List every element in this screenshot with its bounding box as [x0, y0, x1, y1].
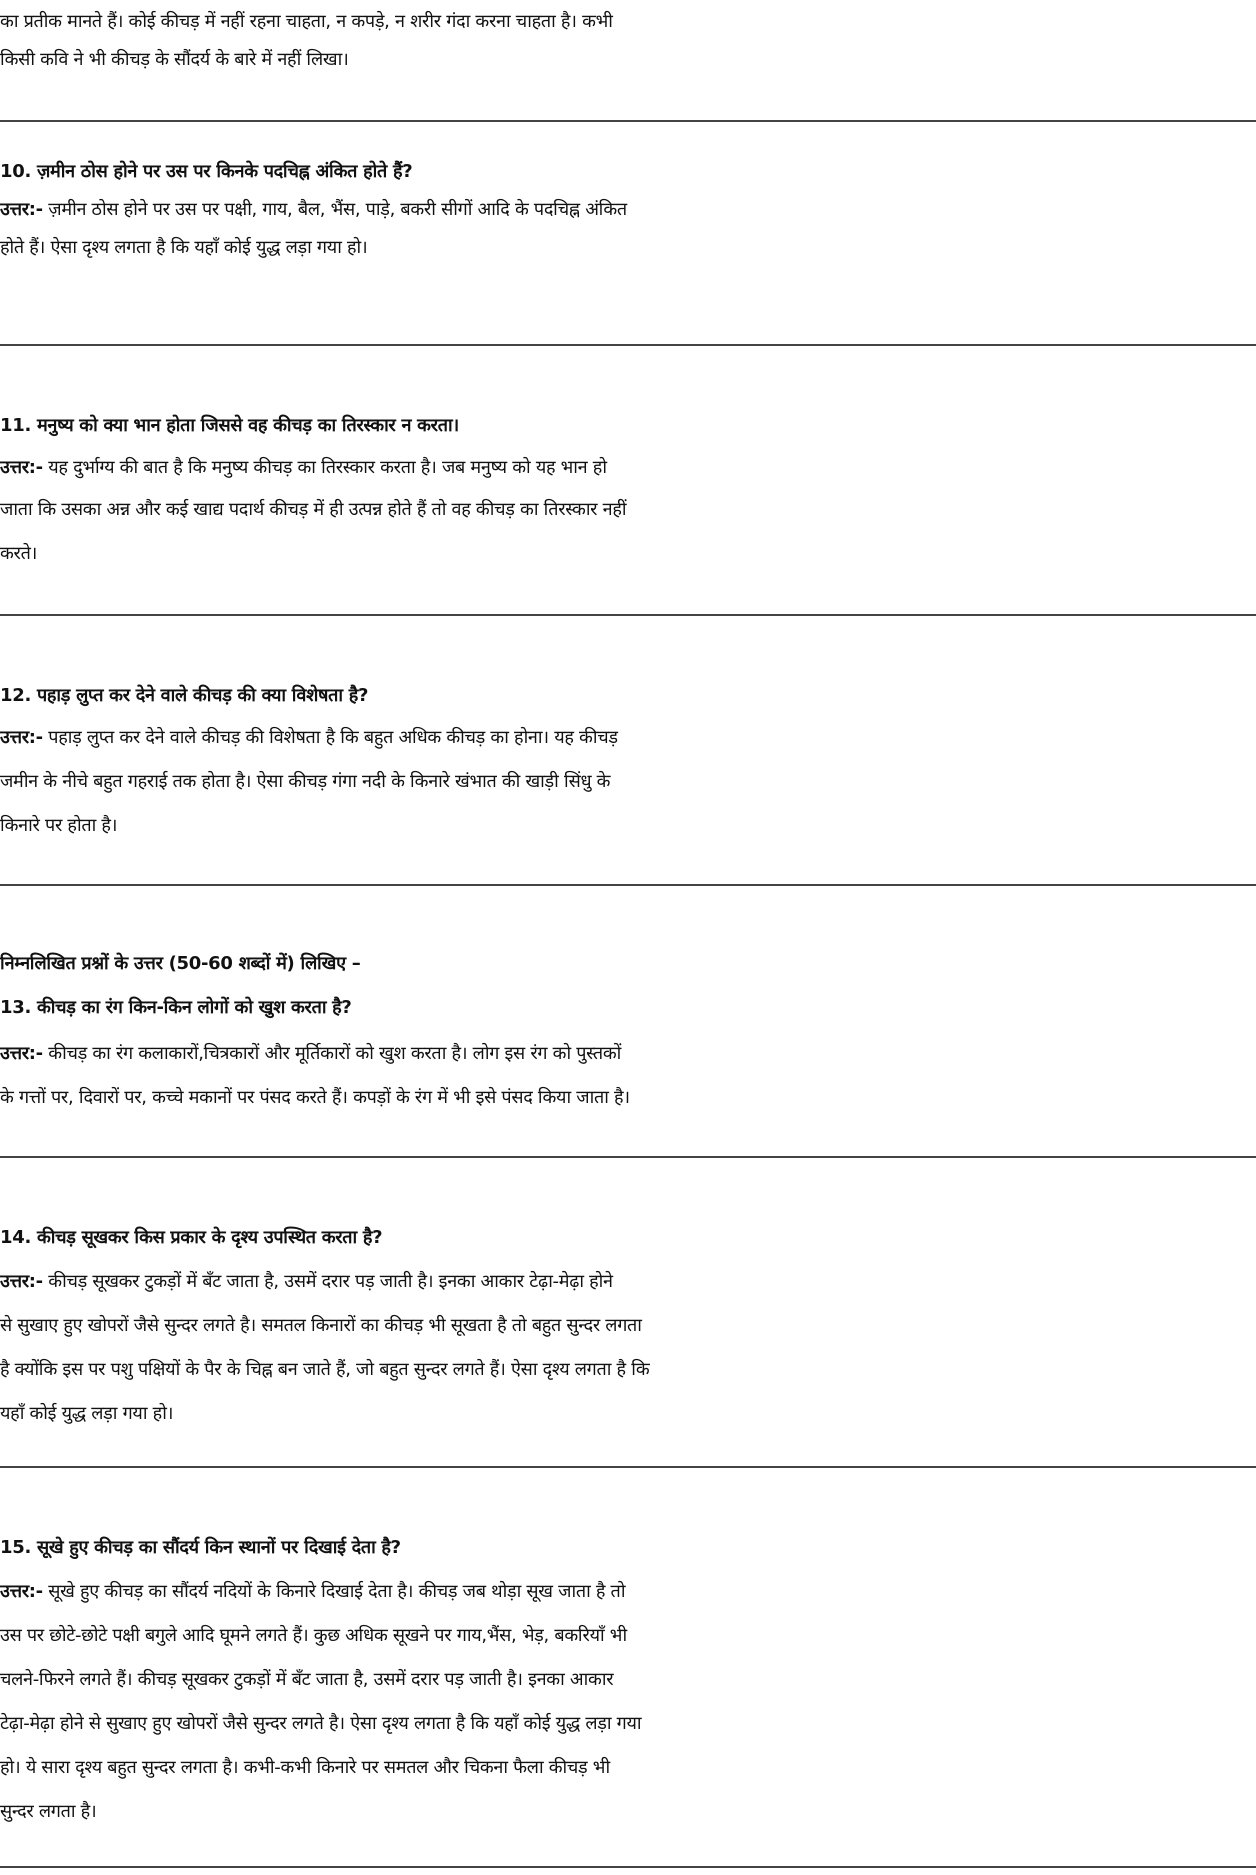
- answer-line: चलने-फिरने लगते हैं। कीचड़ सूखकर टुकड़ों में बँट जाता है, उसमें दरार पड़ जाती है। इनका आकार: [0, 1669, 614, 1690]
- answer-line: सुन्दर लगता है।: [0, 1801, 97, 1822]
- answer-line: [0, 1262, 1256, 1302]
- answer-label: उत्तर:-: [0, 199, 43, 220]
- intro-line: किसी कवि ने भी कीचड़ के सौंदर्य के बारे में नहीं लिखा।: [0, 49, 349, 70]
- answer-label: उत्तर:-: [0, 727, 43, 748]
- answer-line: [0, 190, 1256, 230]
- answer-line: से सुखाए हुए खोपरों जैसे सुन्दर लगते है। समतल किनारों का कीचड़ भी सूखता है तो बहुत सुन्दर लगता: [0, 1315, 642, 1336]
- answer-line: उस पर छोटे-छोटे पक्षी बगुले आदि घूमने लगते हैं। कुछ अधिक सूखने पर गाय,भैंस, भेड़, बकरियाँ भी: [0, 1625, 627, 1646]
- answer-label: उत्तर:-: [0, 1581, 43, 1602]
- divider: [0, 344, 1256, 346]
- question-11: 11. मनुष्य को क्या भान होता जिससे वह कीचड़ का तिरस्कार न करता।: [0, 415, 459, 436]
- question-10: 10. ज़मीन ठोस होने पर उस पर किनके पदचिह्न अंकित होते हैं?: [0, 161, 413, 182]
- answer-label: उत्तर:-: [0, 1043, 43, 1064]
- answer-line: करते।: [0, 543, 38, 564]
- answer-text: ज़मीन ठोस होने पर उस पर पक्षी, गाय, बैल, भैंस, पाड़े, बकरी सीगों आदि के पदचिह्न अंकित: [42, 199, 627, 220]
- answer-line: होते हैं। ऐसा दृश्य लगता है कि यहाँ कोई युद्ध लड़ा गया हो।: [0, 237, 368, 258]
- answer-text: पहाड़ लुप्त कर देने वाले कीचड़ की विशेषता है कि बहुत अधिक कीचड़ का होना। यह कीचड़: [42, 727, 618, 748]
- answer-line: [0, 718, 1256, 758]
- answer-line: [0, 1034, 1256, 1074]
- answer-text: कीचड़ सूखकर टुकड़ों में बँट जाता है, उसमें दरार पड़ जाती है। इनका आकार टेढ़ा-मेढ़ा होने: [42, 1271, 613, 1292]
- divider: [0, 1156, 1256, 1158]
- answer-text: यह दुर्भाग्य की बात है कि मनुष्य कीचड़ का तिरस्कार करता है। जब मनुष्य को यह भान हो: [42, 457, 607, 478]
- divider: [0, 1466, 1256, 1468]
- answer-label: उत्तर:-: [0, 1271, 43, 1292]
- question-12: 12. पहाड़ लुप्त कर देने वाले कीचड़ की क्या विशेषता है?: [0, 685, 369, 706]
- divider: [0, 614, 1256, 616]
- answer-line: हो। ये सारा दृश्य बहुत सुन्दर लगता है। कभी-कभी किनारे पर समतल और चिकना फैला कीचड़ भी: [0, 1757, 610, 1778]
- answer-line: [0, 448, 1256, 488]
- answer-label: उत्तर:-: [0, 457, 43, 478]
- section-heading: निम्नलिखित प्रश्नों के उत्तर (50-60 शब्दों में) लिखिए –: [0, 953, 361, 974]
- answer-line: जाता कि उसका अन्न और कई खाद्य पदार्थ कीचड़ में ही उत्पन्न होते हैं तो वह कीचड़ का तिरस्कार नहीं: [0, 499, 627, 520]
- answer-line: [0, 1572, 1256, 1612]
- answer-text: कीचड़ का रंग कलाकारों,चित्रकारों और मूर्तिकारों को खुश करता है। लोग इस रंग को पुस्तकों: [42, 1043, 622, 1064]
- answer-line: जमीन के नीचे बहुत गहराई तक होता है। ऐसा कीचड़ गंगा नदी के किनारे खंभात की खाड़ी सिंधु के: [0, 771, 611, 792]
- answer-line: के गत्तों पर, दिवारों पर, कच्चे मकानों पर पंसद करते हैं। कपड़ों के रंग में भी इसे पंसद किया जाता है।: [0, 1087, 630, 1108]
- question-14: 14. कीचड़ सूखकर किस प्रकार के दृश्य उपस्थित करता है?: [0, 1227, 383, 1248]
- divider: [0, 1866, 1256, 1868]
- divider: [0, 884, 1256, 886]
- answer-line: टेढ़ा-मेढ़ा होने से सुखाए हुए खोपरों जैसे सुन्दर लगते है। ऐसा दृश्य लगता है कि यहाँ कोई युद्ध लड़ा गया: [0, 1713, 642, 1734]
- answer-line: किनारे पर होता है।: [0, 815, 118, 836]
- divider: [0, 120, 1256, 122]
- answer-line: यहाँ कोई युद्ध लड़ा गया हो।: [0, 1403, 174, 1424]
- question-15: 15. सूखे हुए कीचड़ का सौंदर्य किन स्थानों पर दिखाई देता है?: [0, 1537, 401, 1558]
- intro-line: का प्रतीक मानते हैं। कोई कीचड़ में नहीं रहना चाहता, न कपड़े, न शरीर गंदा करना चाहता है। कभी: [0, 11, 613, 32]
- question-13: 13. कीचड़ का रंग किन-किन लोगों को खुश करता है?: [0, 997, 352, 1018]
- answer-line: है क्योंकि इस पर पशु पक्षियों के पैर के चिह्न बन जाते हैं, जो बहुत सुन्दर लगते हैं। ऐसा दृश्य लगता है कि: [0, 1359, 650, 1380]
- answer-text: सूखे हुए कीचड़ का सौंदर्य नदियों के किनारे दिखाई देता है। कीचड़ जब थोड़ा सूख जाता है तो: [42, 1581, 626, 1602]
